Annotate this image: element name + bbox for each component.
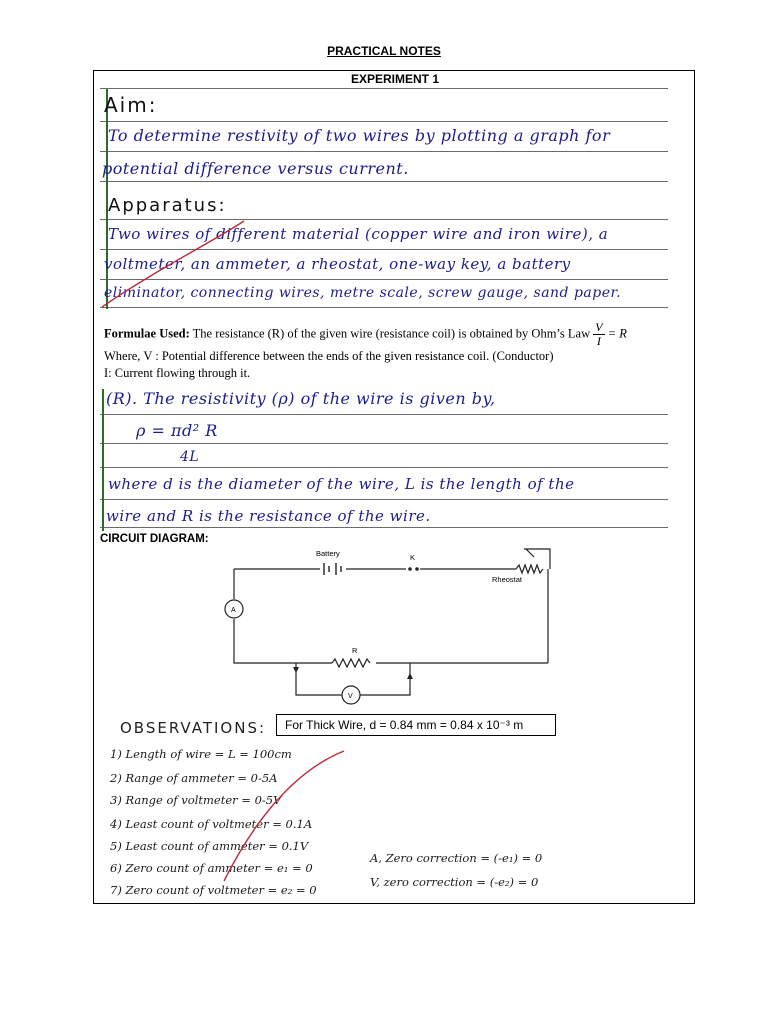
formula-text: The resistance (R) of the given wire (resistance coil) is obtained by Ohm’s Law — [192, 326, 591, 341]
apparatus-line-1: Two wires of different material (copper wire and iron wire), a — [108, 225, 609, 243]
resistivity-line-1: (R). The resistivity (ρ) of the wire is given by, — [106, 389, 496, 408]
zero-correction-ammeter: A, Zero correction = (-e₁) = 0 — [370, 851, 543, 865]
resistivity-formula-top: ρ = πd² R — [136, 421, 218, 440]
aim-heading: Aim: — [104, 93, 158, 117]
where-line: Where, V : Potential difference between the ends of the given resistance coil. (Conductor) — [104, 349, 554, 363]
thick-wire-note: For Thick Wire, d = 0.84 mm = 0.84 x 10⁻³ m — [276, 714, 556, 736]
red-pen-marks — [94, 71, 696, 905]
key-label: K — [410, 553, 416, 562]
resistor-label: R — [352, 646, 358, 655]
fraction-numerator: V — [595, 320, 603, 334]
observation-item: 7) Zero count of voltmeter = e₂ = 0 — [110, 883, 317, 897]
rheostat-label: Rheostat — [492, 575, 523, 584]
observation-item: 5) Least count of ammeter = 0.1V — [110, 839, 309, 853]
observation-item: 6) Zero count of ammeter = e₁ = 0 — [110, 861, 313, 875]
circuit-heading: CIRCUIT DIAGRAM: — [100, 533, 209, 545]
observation-item: 2) Range of ammeter = 0-5A — [110, 771, 278, 785]
current-line: I: Current flowing through it. — [104, 366, 251, 380]
observation-item: 1) Length of wire = L = 100cm — [110, 747, 292, 761]
voltmeter-label: V — [348, 693, 353, 700]
observations-heading: OBSERVATIONS: — [120, 719, 267, 737]
notes-frame — [93, 70, 695, 904]
strike-mark-apparatus — [102, 221, 244, 307]
observation-item: 4) Least count of voltmeter = 0.1A — [110, 817, 313, 831]
formula-label: Formulae Used: — [104, 326, 190, 341]
fraction-denominator: I — [596, 334, 601, 348]
fraction-rhs: = R — [607, 326, 627, 341]
page-title: PRACTICAL NOTES — [327, 44, 441, 58]
experiment-title: EXPERIMENT 1 — [350, 72, 440, 86]
apparatus-line-2: voltmeter, an ammeter, a rheostat, one-way key, a battery — [104, 255, 571, 273]
zero-correction-voltmeter: V, zero correction = (-e₂) = 0 — [370, 875, 539, 889]
aim-line-2: potential difference versus current. — [102, 159, 409, 178]
aim-line-1: To determine restivity of two wires by plotting a graph for — [108, 126, 611, 145]
ammeter-label: A — [231, 607, 236, 614]
battery-label: Battery — [316, 549, 340, 558]
resistivity-line-3: where d is the diameter of the wire, L is the length of the — [108, 475, 575, 493]
resistivity-line-4: wire and R is the resistance of the wire. — [106, 507, 431, 525]
resistivity-formula-bottom: 4L — [180, 449, 200, 465]
apparatus-line-3: eliminator, connecting wires, metre scale, screw gauge, sand paper. — [104, 285, 622, 301]
apparatus-heading: Apparatus: — [108, 195, 227, 216]
observation-item: 3) Range of voltmeter = 0-5V — [110, 793, 282, 807]
strike-mark-observations — [224, 751, 344, 881]
